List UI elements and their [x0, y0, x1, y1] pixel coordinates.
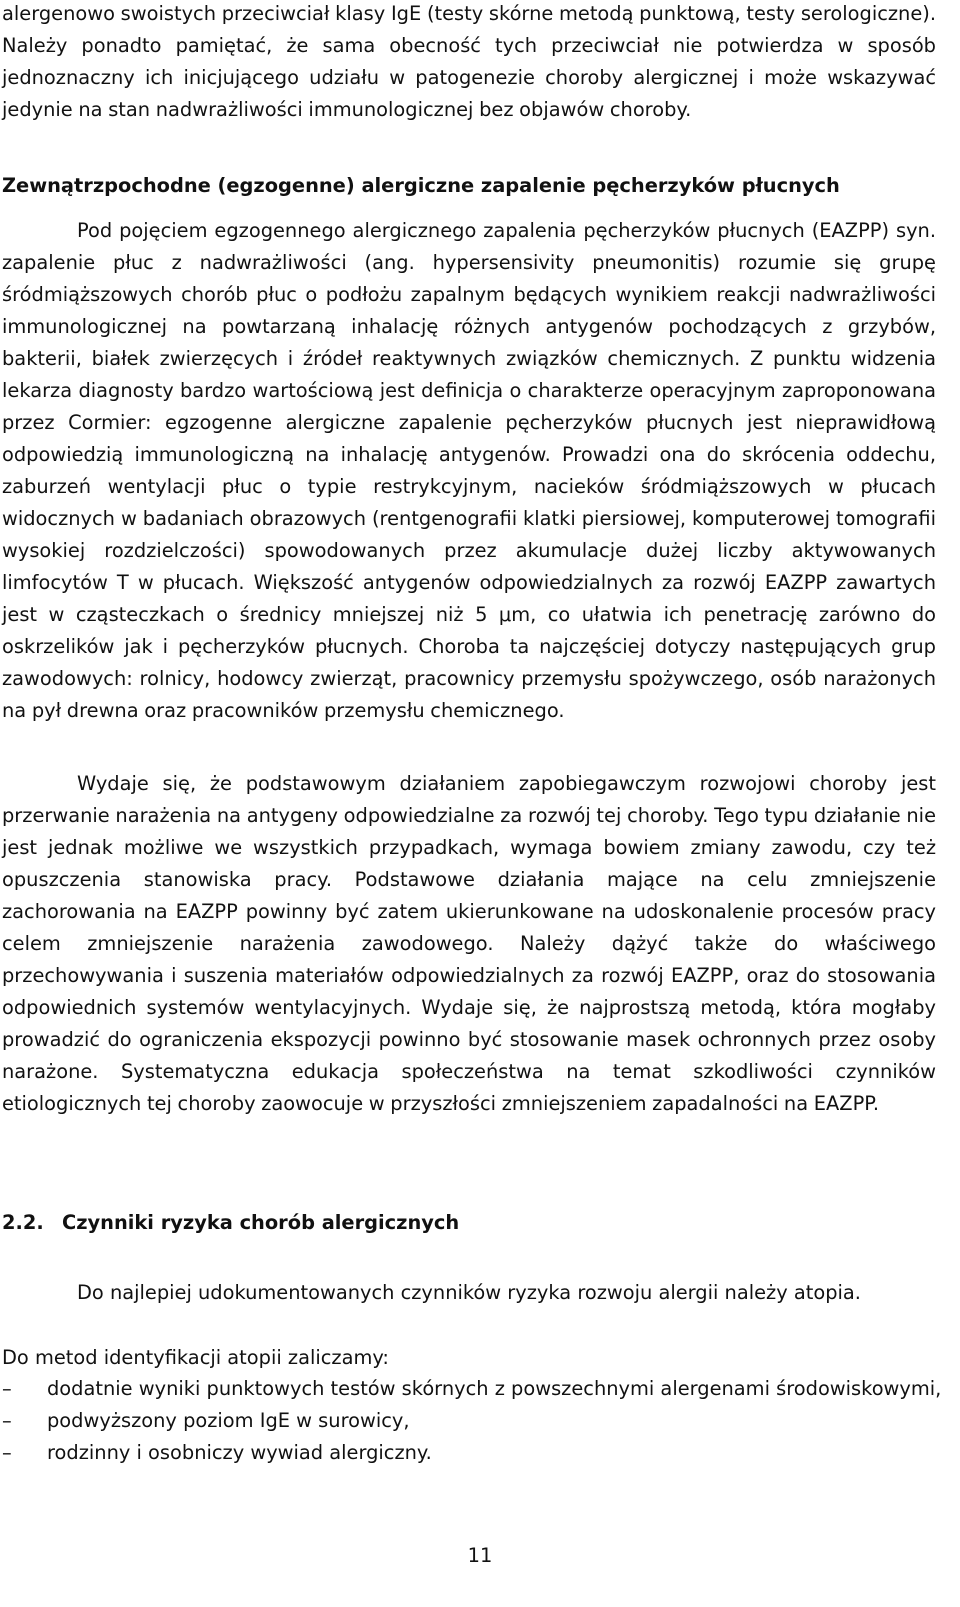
paragraph-atopia: Do najlepiej udokumentowanych czynników ryzyka rozwoju alergii należy atopia.	[77, 1281, 861, 1304]
heading-eazpp: Zewnątrzpochodne (egzogenne) alergiczne zapalenie pęcherzyków płucnych	[2, 174, 840, 197]
paragraph-eazpp-definition: Pod pojęciem egzogennego alergicznego zapalenia pęcherzyków płucnych (EAZPP) syn. zapalenie płuc z nadwrażliwości (ang. hypersensivity pneumonitis) rozumie się grupę śródmiąższowych chorób płuc o podłożu zapalnym będących wynikiem reakcji nadwrażliwości immunologicznej na powtarzaną inhalację różnych antygenów pochodzących z grzybów, bakterii, białek zwierzęcych i źródeł reaktywnych związków chemicznych. Z punktu widzenia lekarza diagnosty bardzo wartościową jest definicja o charakterze operacyjnym zaproponowana przez Cormier: egzogenne alergiczne zapalenie pęcherzyków płucnych jest nieprawidłową odpowiedzią immunologiczną na inhalację antygenów. Prowadzi ona do skrócenia oddechu, zaburzeń wentylacji płuc o typie restrykcyjnym, nacieków śródmiąższowych w płucach widocznych w badaniach obrazowych (rentgenografii klatki piersiowej, komputerowej tomografii wysokiej rozdzielczości) spowodowanych przez akumulacje dużej liczby aktywowanych limfocytów T w płucach. Większość antygenów odpowiedzialnych za rozwój EAZPP zawartych jest w cząsteczkach o średnicy mniejszej niż 5 μm, co ułatwia ich penetrację zarówno do oskrzelików jak i pęcherzyków płucnych. Choroba ta najczęściej dotyczy następujących grup zawodowych: rolnicy, hodowcy zwierząt, pracownicy przemysłu spożywczego, osób narażonych na pył drewna oraz pracowników przemysłu chemicznego.	[2, 219, 936, 722]
list-item: – dodatnie wyniki punktowych testów skórnych z powszechnymi alergenami środowiskowymi,	[2, 1373, 941, 1405]
list-intro: Do metod identyfikacji atopii zaliczamy:	[2, 1346, 389, 1369]
section-heading	[2, 1207, 459, 1239]
dash-bullet: –	[2, 1377, 12, 1400]
atopia-methods-list	[2, 1373, 941, 1469]
paragraph-ige-tests: alergenowo swoistych przeciwciał klasy IgE (testy skórne metodą punktową, testy serologiczne). Należy ponadto pamiętać, że sama obecność tych przeciwciał nie potwierdza w sposób jednoznaczny ich inicjującego udziału w patogenezie choroby alergicznej i może wskazywać jedynie na stan nadwrażliwości immunologicznej bez objawów choroby.	[2, 2, 936, 121]
dash-bullet: –	[2, 1441, 12, 1464]
dash-bullet: –	[2, 1409, 12, 1432]
paragraph-eazpp-prevention: Wydaje się, że podstawowym działaniem zapobiegawczym rozwojowi choroby jest przerwanie narażenia na antygeny odpowiedzialne za rozwój tej choroby. Tego typu działanie nie jest jednak możliwe we wszystkich przypadkach, wymaga bowiem zmiany zawodu, czy też opuszczenia stanowiska pracy. Podstawowe działania mające na celu zmniejszenie zachorowania na EAZPP powinny być zatem ukierunkowane na udoskonalenie procesów pracy celem zmniejszenie narażenia zawodowego. Należy dążyć także do właściwego przechowywania i suszenia materiałów odpowiedzialnych za rozwój EAZPP, oraz do stosowania odpowiednich systemów wentylacyjnych. Wydaje się, że najprostszą metodą, która mogłaby prowadzić do ograniczenia ekspozycji powinno być stosowanie masek ochronnych przez osoby narażone. Systematyczna edukacja społeczeństwa na temat szkodliwości czynników etiologicznych tej choroby zaowocuje w przyszłości zmniejszeniem zapadalności na EAZPP.	[2, 772, 936, 1115]
section-number: 2.2.	[2, 1211, 44, 1234]
list-item: – rodzinny i osobniczy wywiad alergiczny.	[2, 1437, 941, 1469]
page-number: 11	[467, 1544, 493, 1567]
list-item: – podwyższony poziom IgE w surowicy,	[2, 1405, 941, 1437]
section-title: Czynniki ryzyka chorób alergicznych	[62, 1211, 460, 1234]
